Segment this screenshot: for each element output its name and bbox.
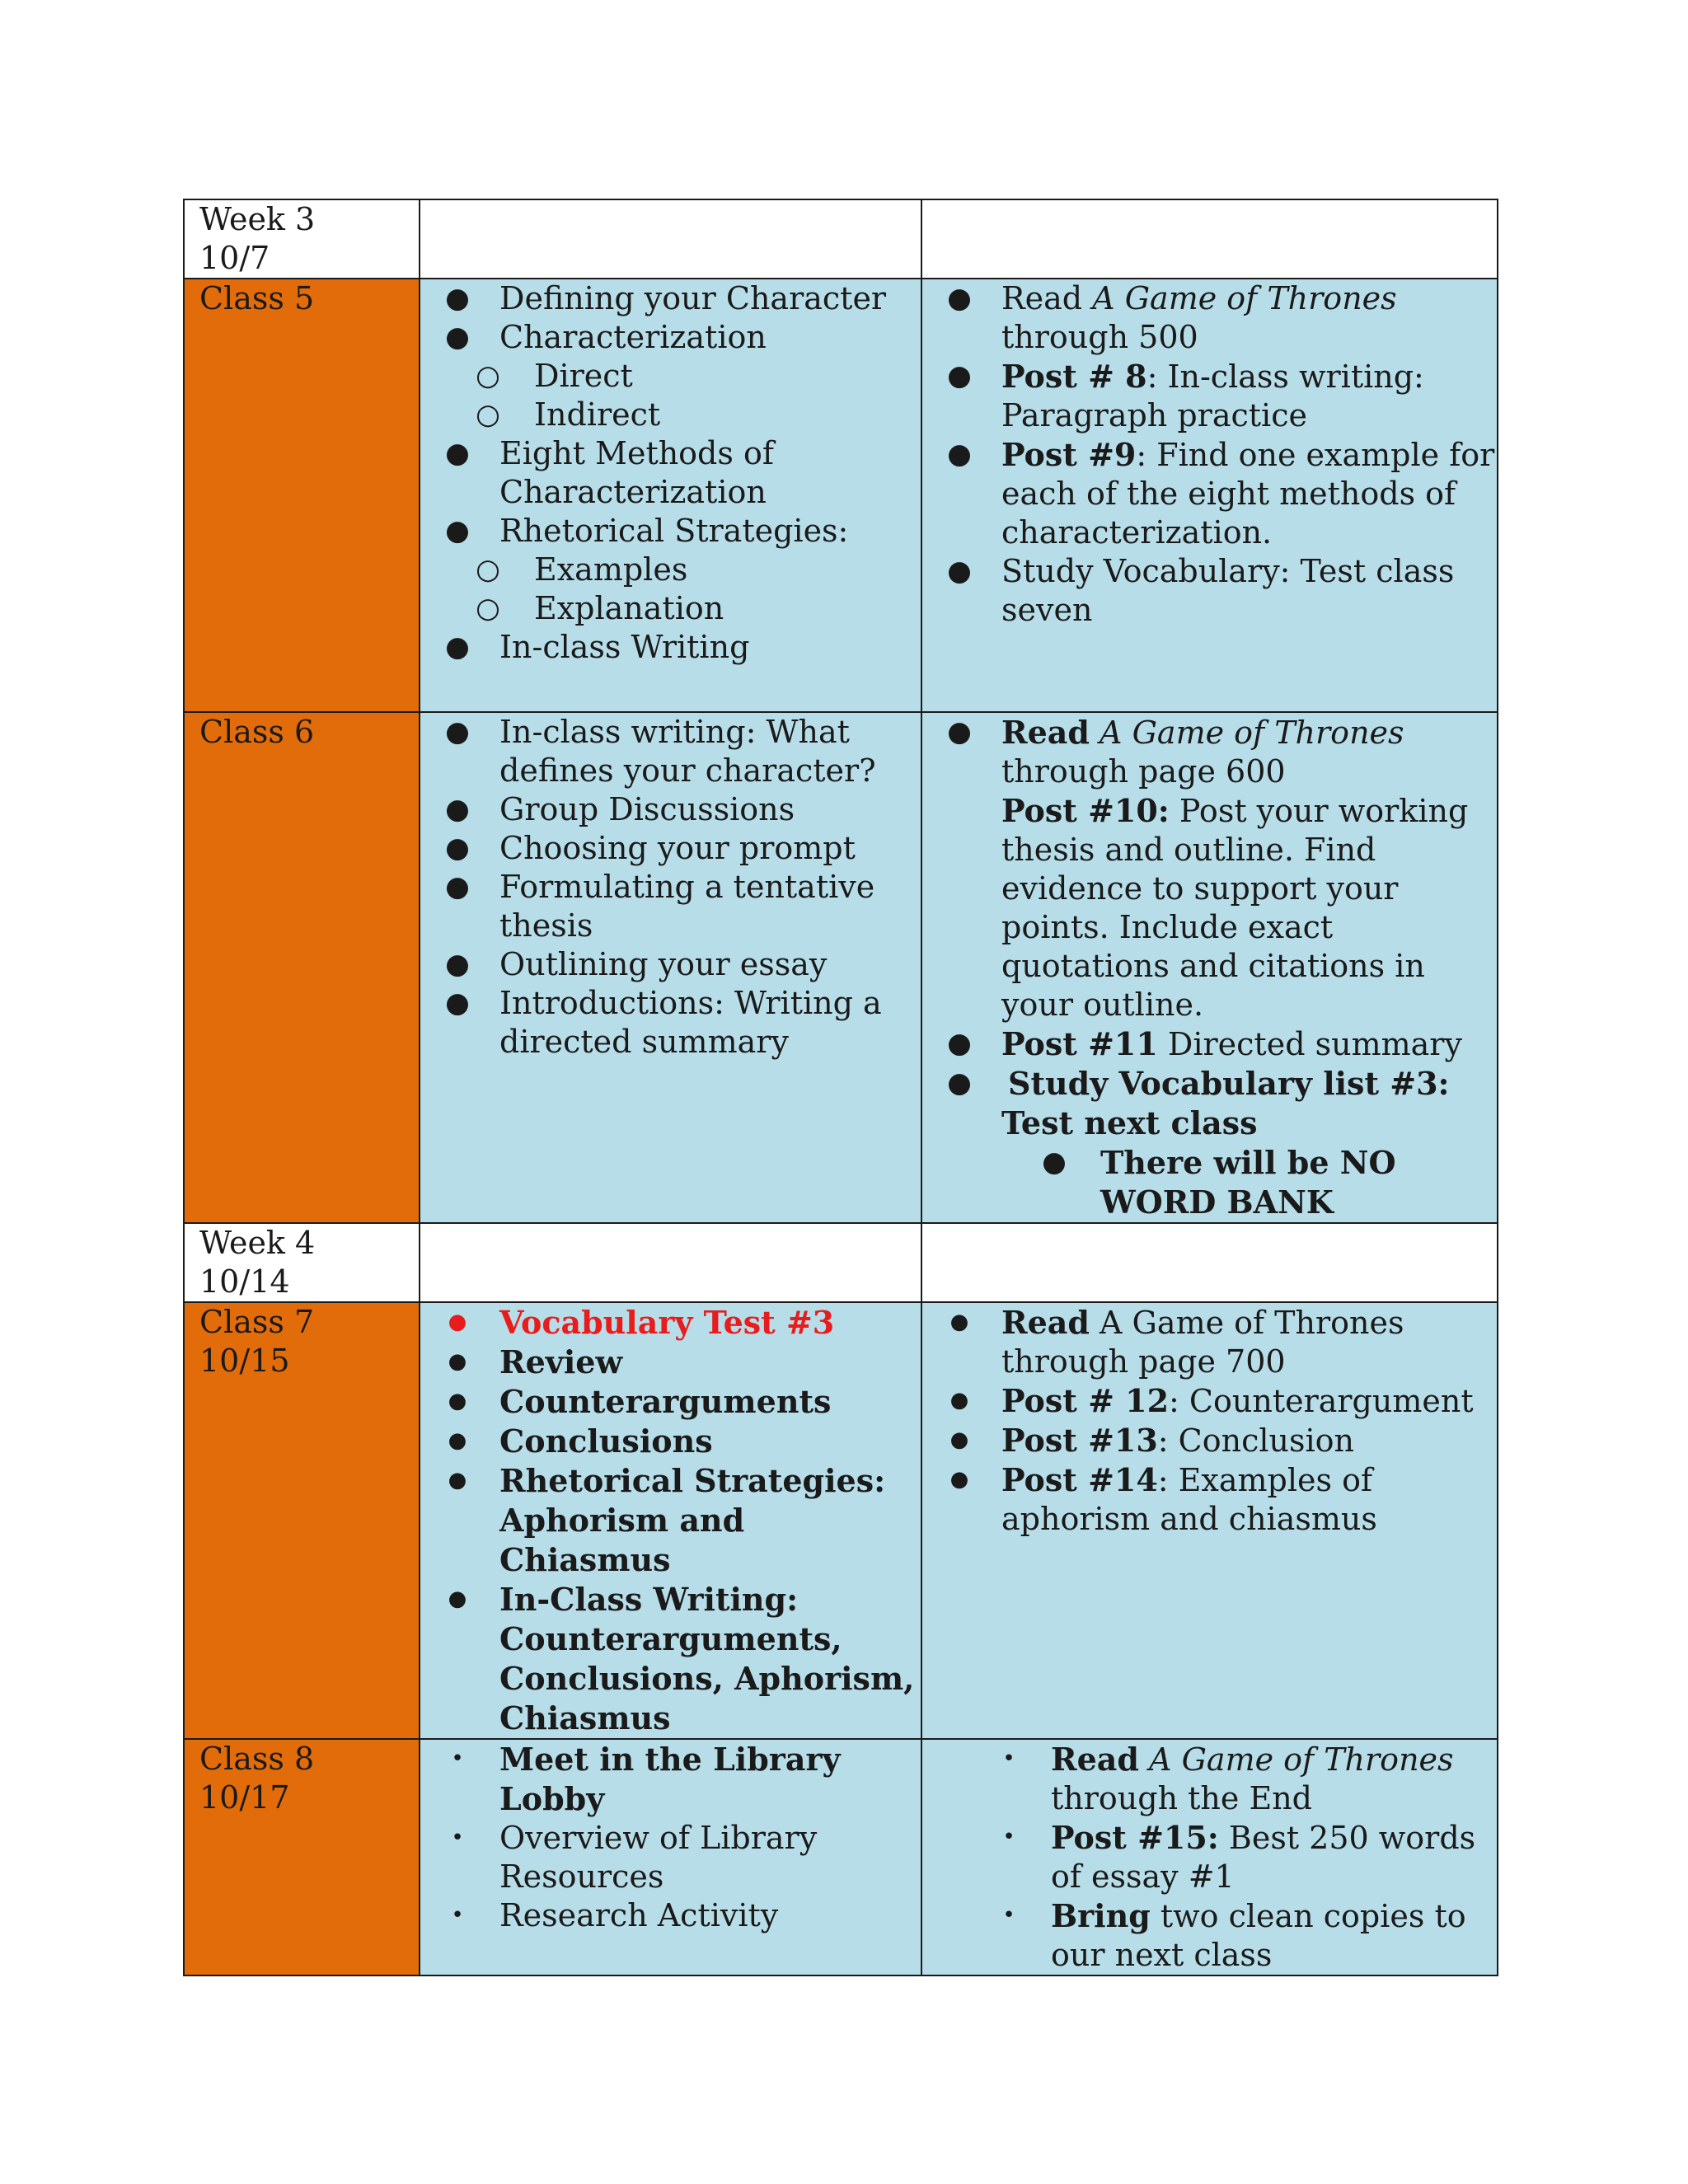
assignment-text: through the End: [1051, 1780, 1312, 1816]
topic-list: [435, 1303, 921, 1738]
topic-list: [435, 1740, 921, 1935]
bullet-icon: •: [1002, 1746, 1015, 1771]
list-item: [435, 945, 921, 984]
list-item: [435, 1303, 921, 1343]
bullet-icon: ●: [445, 832, 470, 865]
bullet-icon: ●: [445, 948, 470, 981]
read-label: Read: [1001, 1304, 1090, 1341]
post-number: Post #14: [1001, 1461, 1158, 1498]
hollow-bullet-icon: ○: [476, 553, 500, 586]
list-item: [937, 435, 1497, 552]
class-label-cell: [184, 279, 420, 712]
book-title: A Game of Thrones: [1092, 280, 1397, 316]
topic-text: Research Activity: [499, 1897, 779, 1933]
assignment-list: [937, 279, 1497, 630]
bullet-icon: ●: [445, 321, 470, 354]
list-item: [937, 1064, 1497, 1143]
class-label: Class 6: [199, 714, 315, 750]
list-item: [435, 1382, 921, 1422]
topic-text: Examples: [534, 551, 688, 588]
topic-text: Rhetorical Strategies:: [499, 513, 849, 549]
class-row: [184, 1739, 1498, 1975]
list-item: [435, 589, 921, 628]
list-item: [435, 512, 921, 551]
week-label-cell: [184, 199, 420, 279]
bullet-icon: •: [451, 1825, 464, 1850]
topic-text: Formulating a tentative thesis: [499, 869, 875, 944]
bring-label: Bring: [1051, 1897, 1151, 1934]
list-item: [435, 628, 921, 667]
assignment-text: Best 250 words of essay #1: [1051, 1820, 1476, 1895]
list-item: [435, 868, 921, 945]
list-item: [937, 1303, 1497, 1381]
sub-list: [937, 1143, 1497, 1222]
assignment-list: [937, 713, 1497, 1143]
class-label-cell: [184, 712, 420, 1223]
class-label: Class 5: [199, 280, 315, 316]
list-item: [435, 1819, 921, 1896]
class-date: 10/17: [199, 1779, 290, 1816]
bullet-icon: ●: [448, 1349, 467, 1374]
class-label-cell: [184, 1739, 420, 1975]
assignments-cell: [921, 1739, 1498, 1975]
assignment-text: : Find one example for each of the eight methods of characterization.: [1001, 437, 1495, 551]
sub-list: [435, 357, 921, 434]
week-date: 10/14: [199, 1263, 290, 1300]
assignment-text: Study Vocabulary: Test class seven: [1001, 553, 1455, 628]
post-number: Post #10:: [1001, 792, 1170, 829]
list-item: [937, 1024, 1497, 1064]
vocab-test-alert: Vocabulary Test #3: [499, 1304, 835, 1341]
list-item: [435, 551, 921, 589]
week-label: Week 4: [199, 1225, 316, 1261]
topic-text: Overview of Library Resources: [499, 1820, 818, 1895]
list-item: [937, 1143, 1497, 1222]
bullet-icon: ●: [950, 1467, 969, 1492]
bullet-icon: ●: [445, 715, 470, 748]
bullet-icon: ●: [947, 555, 972, 588]
word-bank-note: There will be NO WORD BANK: [1100, 1144, 1396, 1221]
post-number: Post # 12: [1001, 1382, 1170, 1419]
sub-list: [435, 551, 921, 628]
week-row: [184, 199, 1498, 279]
list-item: [937, 357, 1497, 435]
hollow-bullet-icon: ○: [476, 592, 500, 625]
book-title: A Game of Thrones: [1100, 715, 1404, 751]
bullet-icon: ●: [947, 1066, 972, 1099]
topic-list: [435, 628, 921, 667]
list-item: [987, 1818, 1497, 1896]
assignment-list: [937, 1740, 1497, 1975]
topic-text: In-class writing: What defines your character?: [499, 714, 876, 789]
bullet-icon: ●: [448, 1468, 467, 1493]
empty-cell: [420, 1223, 921, 1302]
topic-text: Characterization: [499, 319, 767, 355]
list-item: [937, 1381, 1497, 1421]
bullet-icon: ●: [448, 1428, 467, 1453]
bullet-icon: ●: [448, 1586, 467, 1611]
list-item: [937, 279, 1497, 357]
list-item: [937, 713, 1497, 1024]
list-item: [435, 1580, 921, 1738]
empty-cell: [420, 199, 921, 279]
assignments-cell: [921, 279, 1498, 712]
empty-cell: [921, 199, 1498, 279]
topic-text: Review: [499, 1343, 623, 1380]
bullet-icon: ●: [1042, 1146, 1067, 1179]
topics-cell: [420, 279, 921, 712]
assignment-text: : Counterargument: [1169, 1383, 1474, 1419]
list-item: [435, 790, 921, 829]
post-number: Post #11: [1001, 1025, 1158, 1062]
bullet-icon: ●: [947, 1027, 972, 1060]
topic-text: Direct: [534, 358, 633, 394]
bullet-icon: ●: [950, 1310, 969, 1334]
bullet-icon: ●: [950, 1388, 969, 1413]
topics-cell: [420, 1302, 921, 1739]
class-label-cell: [184, 1302, 420, 1739]
hollow-bullet-icon: ○: [476, 398, 500, 431]
class-date: 10/15: [199, 1343, 290, 1379]
post-number: Post #13: [1001, 1422, 1158, 1459]
bullet-icon: ●: [947, 282, 972, 315]
book-title: A Game of Thrones: [1149, 1741, 1454, 1778]
class-row: [184, 712, 1498, 1223]
assignment-text: two clean copies to our next class: [1051, 1898, 1466, 1973]
list-item: [435, 1896, 921, 1935]
assignment-text: Post your working thesis and outline. Find evidence to support your points. Include exact quotations and citations in your outline.: [1001, 793, 1469, 1023]
post-number: Post #15:: [1051, 1819, 1219, 1856]
list-item: [435, 279, 921, 318]
week-label: Week 3: [199, 201, 316, 237]
topic-text: Rhetorical Strategies: Aphorism and Chiasmus: [499, 1462, 886, 1578]
list-item: [435, 1740, 921, 1819]
week-row: [184, 1223, 1498, 1302]
topic-text: Conclusions: [499, 1422, 713, 1460]
list-item: [435, 829, 921, 868]
list-item: [937, 1421, 1497, 1460]
list-item: [435, 1461, 921, 1580]
list-item: [435, 984, 921, 1062]
topic-list: [435, 713, 921, 1062]
topic-text: In-class Writing: [499, 629, 750, 665]
assignments-cell: [921, 712, 1498, 1223]
list-item: [937, 552, 1497, 630]
hollow-bullet-icon: ○: [476, 359, 500, 392]
post-number: Post # 8: [1001, 358, 1147, 395]
topic-text: Choosing your prompt: [499, 830, 856, 866]
topics-cell: [420, 712, 921, 1223]
topic-text: Meet in the Library Lobby: [499, 1741, 841, 1817]
assignment-text: Read: [1001, 280, 1093, 316]
topic-list: [435, 279, 921, 357]
empty-cell: [921, 1223, 1498, 1302]
bullet-icon: ●: [445, 514, 470, 547]
assignment-text: through 500: [1001, 319, 1198, 355]
bullet-icon: ●: [947, 438, 972, 471]
bullet-icon: ●: [448, 1310, 467, 1334]
assignment-text: : Conclusion: [1157, 1422, 1355, 1459]
bullet-icon: ●: [445, 282, 470, 315]
class-row: [184, 1302, 1498, 1739]
topic-text: Defining your Character: [499, 280, 887, 316]
assignment-text: : In-class writing: Paragraph practice: [1001, 359, 1424, 434]
topic-text: Group Discussions: [499, 791, 795, 827]
list-item: [435, 357, 921, 396]
bullet-icon: ●: [445, 437, 470, 470]
vocab-note: Study Vocabulary list #3: Test next class: [1001, 1065, 1450, 1141]
list-item: [435, 318, 921, 357]
syllabus-schedule-table: [183, 199, 1498, 1976]
bullet-icon: ●: [950, 1427, 969, 1452]
topic-list: [435, 434, 921, 551]
list-item: [435, 1343, 921, 1382]
assignment-text: through page 600: [1001, 753, 1286, 790]
week-label-cell: [184, 1223, 420, 1302]
topic-text: Indirect: [534, 396, 661, 433]
list-item: [987, 1896, 1497, 1975]
list-item: [435, 713, 921, 790]
list-item: [435, 1422, 921, 1461]
bullet-icon: ●: [445, 630, 470, 663]
post-number: Post #9: [1001, 436, 1137, 473]
topic-text: In-Class Writing: Counterarguments, Conclusions, Aphorism, Chiasmus: [499, 1581, 915, 1736]
assignment-list: [937, 1303, 1497, 1539]
bullet-icon: ●: [947, 359, 972, 392]
bullet-icon: ●: [445, 987, 470, 1019]
topic-text: Counterarguments: [499, 1383, 832, 1420]
assignment-text: Directed summary: [1157, 1026, 1462, 1062]
bullet-icon: ●: [445, 793, 470, 826]
bullet-icon: ●: [448, 1389, 467, 1413]
list-item: [987, 1740, 1497, 1818]
assignments-cell: [921, 1302, 1498, 1739]
week-date: 10/7: [199, 240, 270, 276]
bullet-icon: •: [1002, 1903, 1015, 1928]
topic-text: Eight Methods of Characterization: [499, 435, 774, 510]
topic-text: Explanation: [534, 590, 724, 626]
read-label: Read: [1001, 714, 1090, 751]
topic-text: Outlining your essay: [499, 946, 828, 982]
class-label: Class 7: [199, 1304, 315, 1340]
topic-text: Introductions: Writing a directed summary: [499, 985, 882, 1060]
class-row: [184, 279, 1498, 712]
bullet-icon: •: [1002, 1825, 1015, 1849]
bullet-icon: •: [451, 1746, 464, 1771]
list-item: [435, 396, 921, 434]
read-label: Read: [1051, 1741, 1139, 1778]
bullet-icon: ●: [445, 870, 470, 903]
list-item: [937, 1460, 1497, 1539]
assignment-text: A Game of Thrones through page 700: [1001, 1305, 1404, 1380]
topics-cell: [420, 1739, 921, 1975]
assignment-text: : Examples of aphorism and chiasmus: [1001, 1462, 1377, 1537]
list-item: [435, 434, 921, 512]
class-label: Class 8: [199, 1741, 315, 1777]
post-10-line: [1001, 791, 1497, 1024]
bullet-icon: •: [451, 1903, 464, 1928]
bullet-icon: ●: [947, 715, 972, 748]
